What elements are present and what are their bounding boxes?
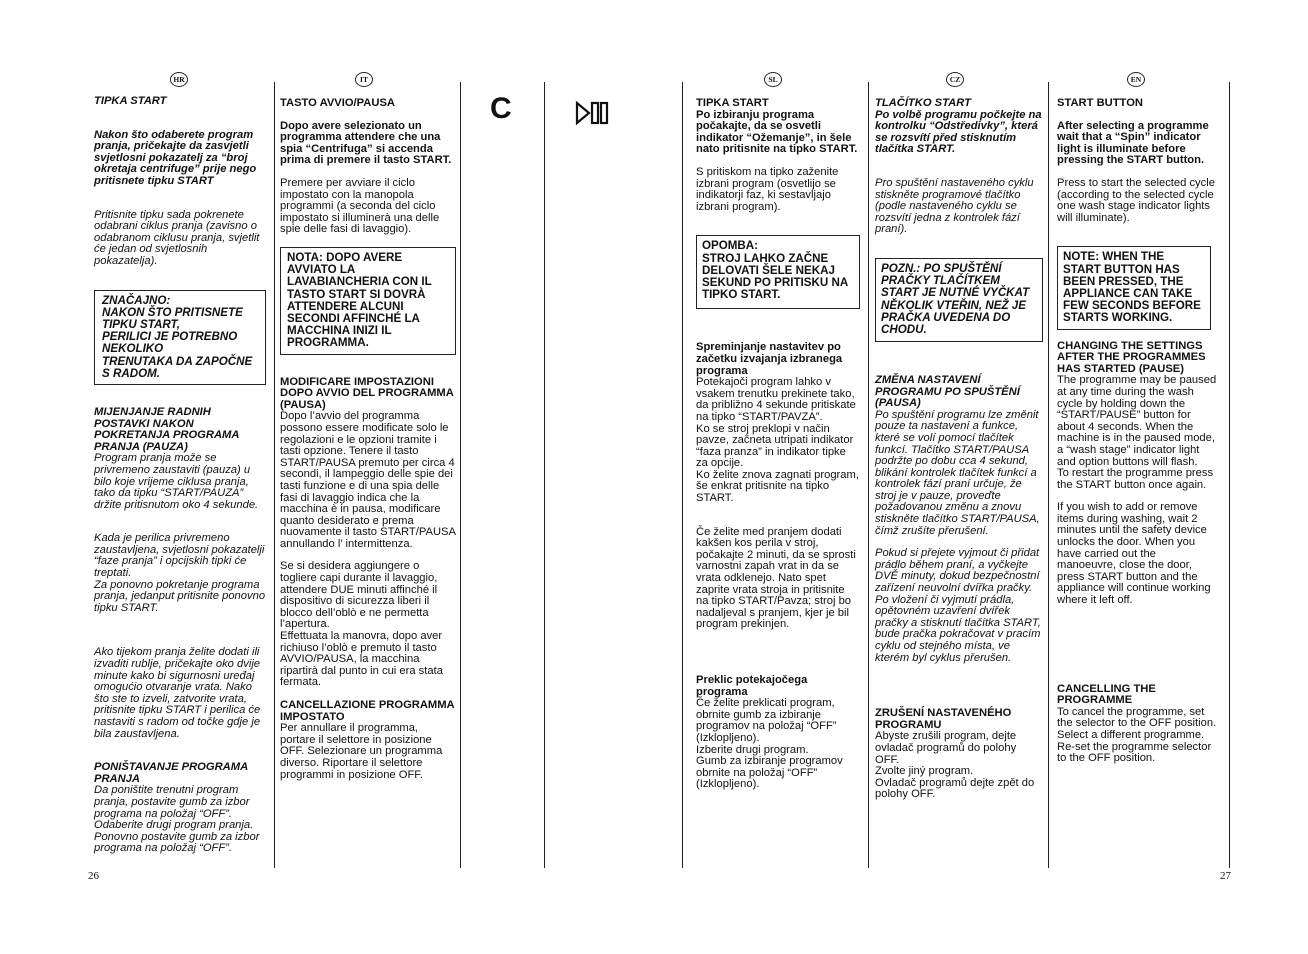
section-title: TLAČÍTKO START [875, 97, 971, 109]
paragraph: To cancel the programme, set the selector to the OFF position. Select a different programme. Re-set the programme selector to the OFF position. [1057, 705, 1217, 765]
column-sl [696, 96, 860, 791]
intro-text: Po volbě programu počkejte na kontrolku “Odstředivky”, která se rozsvítí před stisknutím tlačítka START. [875, 108, 1042, 156]
paragraph: Se si desidera aggiungere o togliere capi durante il lavaggio, attendere DUE minuti affinché il dispositivo di sicurezza liberi il blocco dell’oblò e ne permetta l’apertura. Effettuata la manovra, dopo aver richiuso l’oblò e premuto il tasto AVVIO/PAUSA, la macchina ripartirà dal punto in cui era stata fermata. [280, 560, 443, 689]
subheading: CANCELLAZIONE PROGRAMMA IMPOSTATO [280, 699, 455, 723]
paragraph: Program pranja može se privremeno zaustaviti (pauza) u bilo koje vrijeme ciklusa pranja, tako da tipku “START/PAUZA” držite pritisnutom oko 4 sekunde. [94, 452, 259, 511]
divider-line [274, 82, 275, 868]
language-badge-sl: SL [764, 72, 782, 87]
subheading: MIJENJANJE RADNIH POSTAVKI NAKON POKRETANJA PROGRAMA PRANJA (PAUZA) [94, 405, 240, 453]
paragraph: If you wish to add or remove items during washing, wait 2 minutes until the safety device unlocks the door. When you have carried out the manoeuvre, close the door, press START button and the appliance will continue working where it left off. [1057, 501, 1211, 607]
paragraph: Potekajoči program lahko v vsakem trenutku prekinete tako, da približno 4 sekunde pritiskate na tipko “START/PAVZA”. Ko se stroj preklopi v način pavze, začneta utripati indikator “faza pranza” in indikator tipke za opcije. Ko želite znova zagnati program, še enkrat pritisnite na tipko START. [696, 376, 859, 505]
section-title: TIPKA START [94, 95, 167, 107]
divider-line [1229, 82, 1230, 868]
paragraph: Per annullare il programma, portare il selettore in posizione OFF. Selezionare un programma diverso. Riportare il selettore programmi in posizione OFF. [280, 722, 443, 781]
divider-line [868, 82, 869, 868]
subheading: CANCELLING THE PROGRAMME [1057, 682, 1156, 707]
paragraph: Ako tijekom pranja želite dodati ili izvaditi rublje, pričekajte oko dvije minute kako bi sigurnosni uređaj omogućio otvaranje vrata. Nako što ste to izveli, zatvorite vrata, pritisnite tipku START i perilica će nastaviti s radom od točke gdje je bila zaustavljena. [94, 646, 261, 740]
paragraph: Če želite preklicati program, obrnite gumb za izbiranje programov na položaj “OFF” (Izklopljeno). Izberite drugi program. Gumb za izbiranje programov obrnite na položaj “OFF” (Izklopljeno). [696, 697, 843, 791]
paragraph: Abyste zrušili program, dejte ovladač programů do polohy OFF. Zvolte jiný program. Ovladač programů dejte zpět do polohy OFF. [875, 730, 1035, 801]
section-title: START BUTTON [1057, 97, 1143, 109]
paragraph: The programme may be paused at any time during the wash cycle by holding down the “START/PAUSE” button for about 4 seconds. When the machine is in the paused mode, a “wash stage” indicator light and option buttons will flash. To restart the programme press the START button once again. [1057, 374, 1217, 491]
page-number-left: 26 [88, 870, 99, 882]
paragraph: Po spuštění programu lze změnit pouze ta nastavení a funkce, které se volí pomocí tlačítek funkcí. Tlačítko START/PAUSA podržte po dobu cca 4 sekund, blikání kontrolek tlačítek funkcí a kontrolek fází praní určuje, že stroj je v pauze, proveďte požadovanou změnu a znovu stiskněte tlačítko START/PAUSA, čímž zrušíte přerušení. [875, 408, 1040, 537]
page-number-right: 27 [1220, 870, 1231, 882]
divider-line [460, 82, 461, 868]
column-cz [875, 96, 1043, 801]
intro-text: Po izbiranju programa počakajte, da se osvetli indikator “Ožemanje”, in šele nato pritisnite na tipko START. [696, 108, 858, 156]
subheading: ZRUŠENÍ NASTAVENÉHO PROGRAMU [875, 707, 1012, 731]
divider-line [1048, 82, 1049, 868]
language-badge-en: EN [1127, 72, 1145, 87]
language-badge-cz: CZ [946, 72, 964, 87]
paragraph: Pro spuštění nastaveného cyklu stiskněte programové tlačítko (podle nastaveného cyklu se rozsvítí jedna z kontrolek fází praní). [875, 176, 1034, 236]
subheading: Preklic potekajočega programa [696, 674, 808, 698]
intro-text: Nakon što odaberete program pranja, pričekajte da zasvjetli svjetlosni pokazatelj za “broj okretaja centrifuge” prije nego pritisnete tipku START [94, 128, 257, 187]
note-box: POZN.: PO SPUŠTĚNÍ PRAČKY TLAČÍTKEM START JE NUTNÉ VYČKAT NĚKOLIK VTEŘIN, NEŽ JE PRAČKA UVEDENA DO CHODU. [875, 258, 1043, 342]
symbol-c: C [490, 92, 512, 125]
section-title: TASTO AVVIO/PAUSA [280, 97, 395, 109]
divider-line [544, 82, 545, 868]
intro-text: Dopo avere selezionato un programma attendere che una spia “Centrifuga” si accenda prima di premere il tasto START. [280, 119, 452, 167]
paragraph: Dopo l’avvio del programma possono essere modificate solo le regolazioni e le opzioni tramite i tasti opzione. Tenere il tasto START/PAUSA premuto per circa 4 secondi, il lampeggio delle spie dei tasti funzione e di una spia delle fasi di lavaggio indica che la macchina è in pausa, modificare quanto desiderato e prema nuovamente il tasto START/PAUSA annullando l’ intermittenza. [280, 410, 456, 550]
note-box: NOTE: WHEN THE START BUTTON HAS BEEN PRESSED, THE APPLIANCE CAN TAKE FEW SECONDS BEFORE STARTS WORKING. [1057, 246, 1211, 329]
intro-text: After selecting a programme wait that a “Spin” indicator light is illuminate before pressing the START button. [1057, 119, 1209, 167]
column-en [1057, 96, 1217, 765]
note-box: ZNAČAJNO: NAKON ŠTO PRITISNETE TIPKU START, PERILICI JE POTREBNO NEKOLIKO TRENUTAKA DA ZAPOČNE S RADOM. [94, 290, 266, 385]
subheading: MODIFICARE IMPOSTAZIONI DOPO AVVIO DEL PROGRAMMA (PAUSA) [280, 375, 454, 411]
paragraph: Pokud si přejete vyjmout či přidat prádlo během praní, a vyčkejte DVĚ minuty, dokud bezpečnostní zařízení neuvolní dvířka pračky. Po vložení či vyjmutí prádla, opětovném uzavření dvířek pračky a stisknutí tlačítka START, bude pračka pokračovat v pracím cyklu od stejného místa, ve kterém byl cyklus přerušen. [875, 547, 1041, 664]
paragraph: Press to start the selected cycle (according to the selected cycle one wash stage indicator lights will illuminate). [1057, 176, 1215, 224]
note-box: NOTA: DOPO AVERE AVVIATO LA LAVABIANCHERIA CON IL TASTO START SI DOVRÀ ATTENDERE ALCUNI SECONDI AFFINCHÉ LA MACCHINA INIZI IL PROGRAMMA. [280, 247, 456, 355]
paragraph: Pritisnite tipku sada pokrenete odabrani ciklus pranja (zavisno o odabranom ciklusu pranja, svjetlit će jedan od svjetlosnih pokazatelja). [94, 208, 260, 267]
paragraph: S pritiskom na tipko zaženite izbrani program (osvetlijo se indikatorji faz, ki sestavljajo izbrani program). [696, 165, 839, 213]
divider-line [682, 82, 683, 868]
subheading: ZMĚNA NASTAVENÍ PROGRAMU PO SPUŠTĚNÍ (PAUSA) [875, 373, 1020, 410]
column-it [280, 96, 456, 781]
language-badge-it: IT [355, 72, 373, 87]
language-badge-hr: HR [170, 72, 188, 87]
paragraph: Če želite med pranjem dodati kakšen kos perila v stroj, počakajte 2 minuti, da se sprosti varnostni zapah vrat in da se vrata odklenejo. Nato spet zaprite vrata stroja in pritisnite na tipko START/Pavza; stroj bo nadaljeval s pranjem, kjer je bil program prekinjen. [696, 525, 856, 631]
subheading: Spreminjanje nastavitev po začetku izvajanja izbranega programa [696, 341, 843, 377]
subheading: CHANGING THE SETTINGS AFTER THE PROGRAMMES HAS STARTED (PAUSE) [1057, 339, 1206, 375]
column-hr [94, 96, 266, 855]
paragraph: Da poništite trenutni program pranja, postavite gumb za izbor programa na položaj “OFF”. Odaberite drugi program pranja. Ponovno postavite gumb za izbor programa na položaj “OFF”. [94, 784, 260, 855]
subheading: PONIŠTAVANJE PROGRAMA PRANJA [94, 761, 248, 785]
paragraph: Kada je perilica privremeno zaustavljena, svjetlosni pokazatelji “faze pranja” i opcijskih tipki će treptati. Za ponovno pokretanje programa pranja, jedanput pritisnite ponovno tipku START. [94, 532, 266, 614]
play-pause-icon [575, 100, 609, 131]
paragraph: Premere per avviare il ciclo impostato con la manopola programmi (a seconda del ciclo impostato si illuminerà una delle spie delle fasi di lavaggio). [280, 176, 440, 236]
note-box: OPOMBA: STROJ LAHKO ZAČNE DELOVATI ŠELE NEKAJ SEKUND PO PRITISKU NA TIPKO START. [696, 235, 860, 309]
section-title: TIPKA START [696, 97, 769, 109]
